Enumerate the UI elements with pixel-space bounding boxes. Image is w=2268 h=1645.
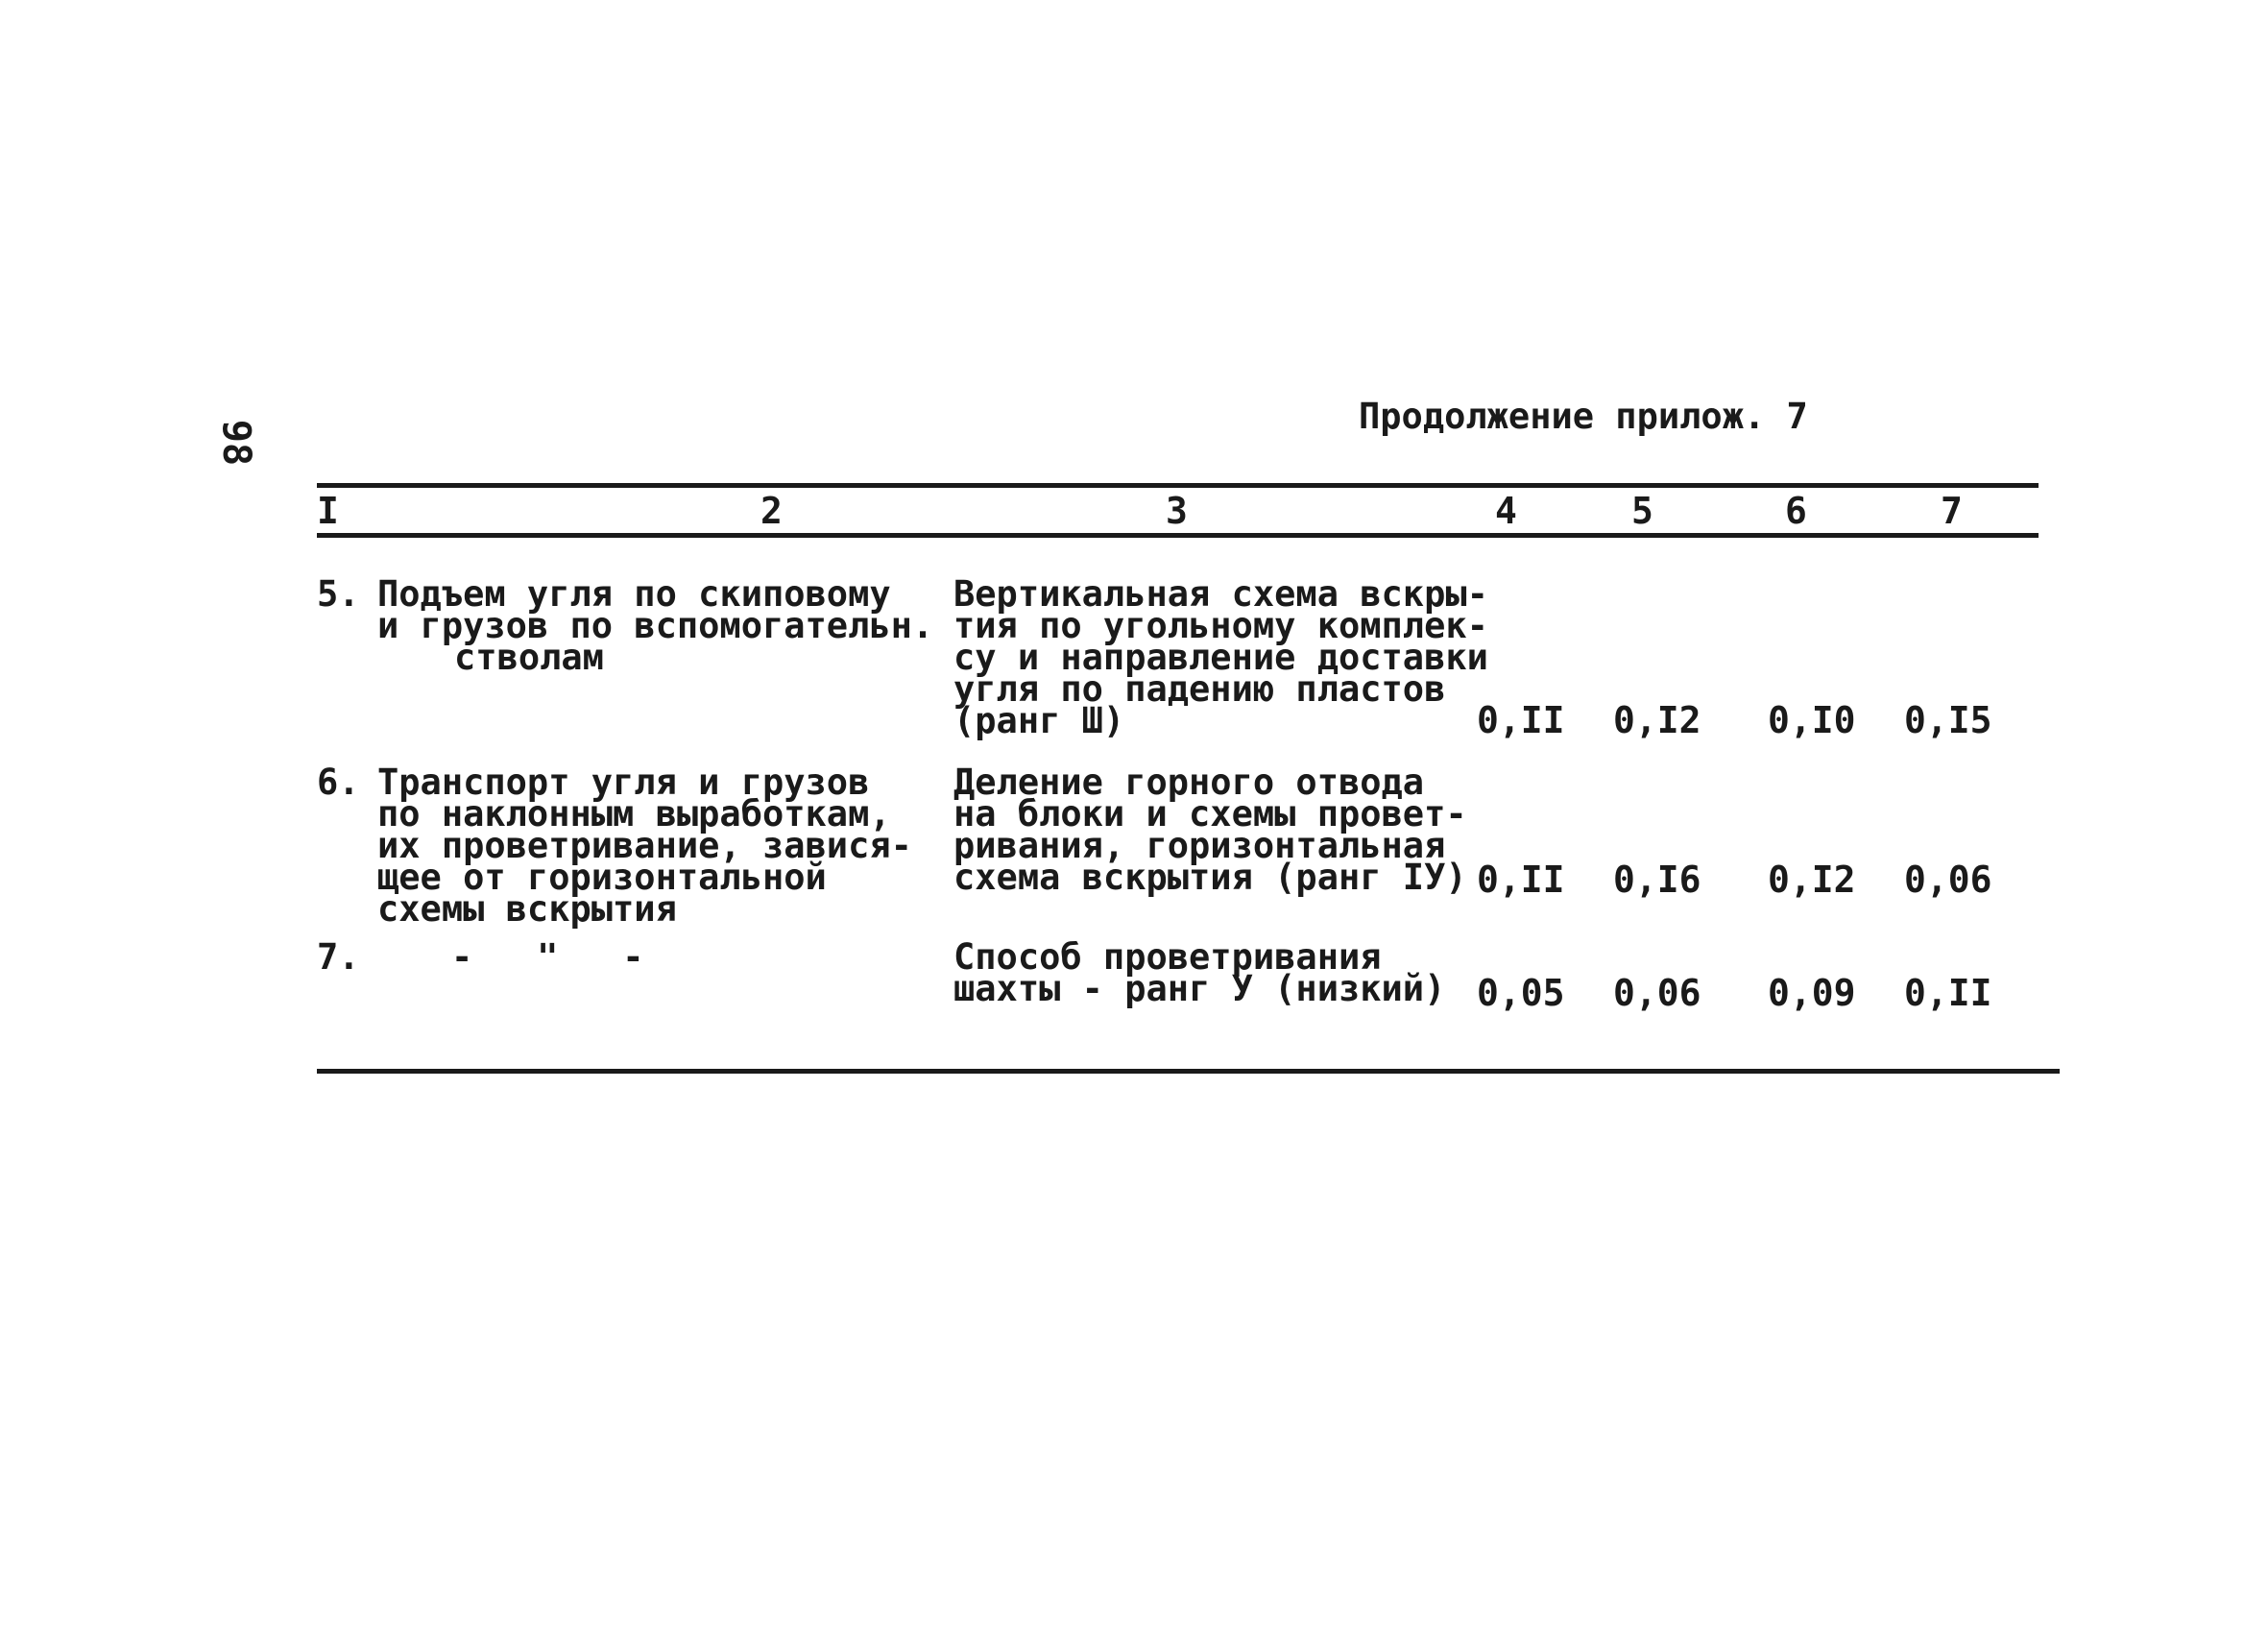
- row-description-line: Подъем угля по скиповому: [377, 573, 891, 615]
- row-description-line: - " -: [451, 936, 644, 978]
- column-header-4: 4: [1495, 490, 1517, 532]
- row-factor-line: Деление горного отвода: [953, 762, 1425, 803]
- row-number: 6.: [317, 762, 360, 803]
- continuation-label: Продолжение прилож. 7: [1359, 396, 1808, 437]
- table-top-rule: [317, 483, 2039, 488]
- column-header-3: 3: [1166, 490, 1188, 532]
- row-factor-line: Вертикальная схема вскры-: [953, 573, 1488, 615]
- row-description-line: по наклонным выработкам,: [377, 793, 891, 835]
- row-number: 7.: [317, 936, 360, 978]
- column-header-2: 2: [760, 490, 783, 532]
- row-description-line: щее от горизонтальной: [377, 857, 827, 898]
- row-value-col6: 0,09: [1768, 972, 1856, 1014]
- row-value-col7: 0,II: [1904, 972, 1992, 1014]
- row-value-col7: 0,I5: [1904, 699, 1992, 741]
- row-number: 5.: [317, 573, 360, 615]
- row-value-col5: 0,I6: [1613, 859, 1701, 901]
- row-description-line: и грузов по вспомогательн.: [377, 605, 934, 646]
- row-description-line: их проветривание, завися-: [377, 825, 912, 866]
- row-value-col6: 0,I2: [1768, 859, 1856, 901]
- row-factor-line: на блоки и схемы провет-: [953, 793, 1467, 835]
- column-header-5: 5: [1631, 490, 1653, 532]
- row-factor-line: угля по падению пластов: [953, 668, 1446, 710]
- column-header-1: I: [317, 490, 339, 532]
- row-description-line: стволам: [454, 637, 604, 678]
- row-factor-line: ривания, горизонтальная: [953, 825, 1446, 866]
- row-factor-line: схема вскрытия (ранг IУ): [953, 857, 1467, 898]
- page-number: 98: [214, 419, 259, 467]
- row-factor-line: (ранг Ш): [953, 700, 1125, 741]
- column-header-6: 6: [1785, 490, 1807, 532]
- row-value-col4: 0,II: [1477, 699, 1565, 741]
- row-factor-line: шахты - ранг У (низкий): [953, 968, 1446, 1009]
- table-header-rule: [317, 533, 2039, 538]
- row-factor-line: су и направление доставки: [953, 637, 1488, 678]
- column-header-7: 7: [1941, 490, 1963, 532]
- row-value-col7: 0,06: [1904, 859, 1992, 901]
- row-value-col6: 0,I0: [1768, 699, 1856, 741]
- row-factor-line: Способ проветривания: [953, 936, 1382, 978]
- row-value-col5: 0,06: [1613, 972, 1701, 1014]
- row-factor-line: тия по угольному комплек-: [953, 605, 1488, 646]
- row-description-line: схемы вскрытия: [377, 888, 677, 930]
- row-description-line: Транспорт угля и грузов: [377, 762, 870, 803]
- row-value-col5: 0,I2: [1613, 699, 1701, 741]
- row-value-col4: 0,II: [1477, 859, 1565, 901]
- table-bottom-rule: [317, 1069, 2060, 1074]
- row-value-col4: 0,05: [1477, 972, 1565, 1014]
